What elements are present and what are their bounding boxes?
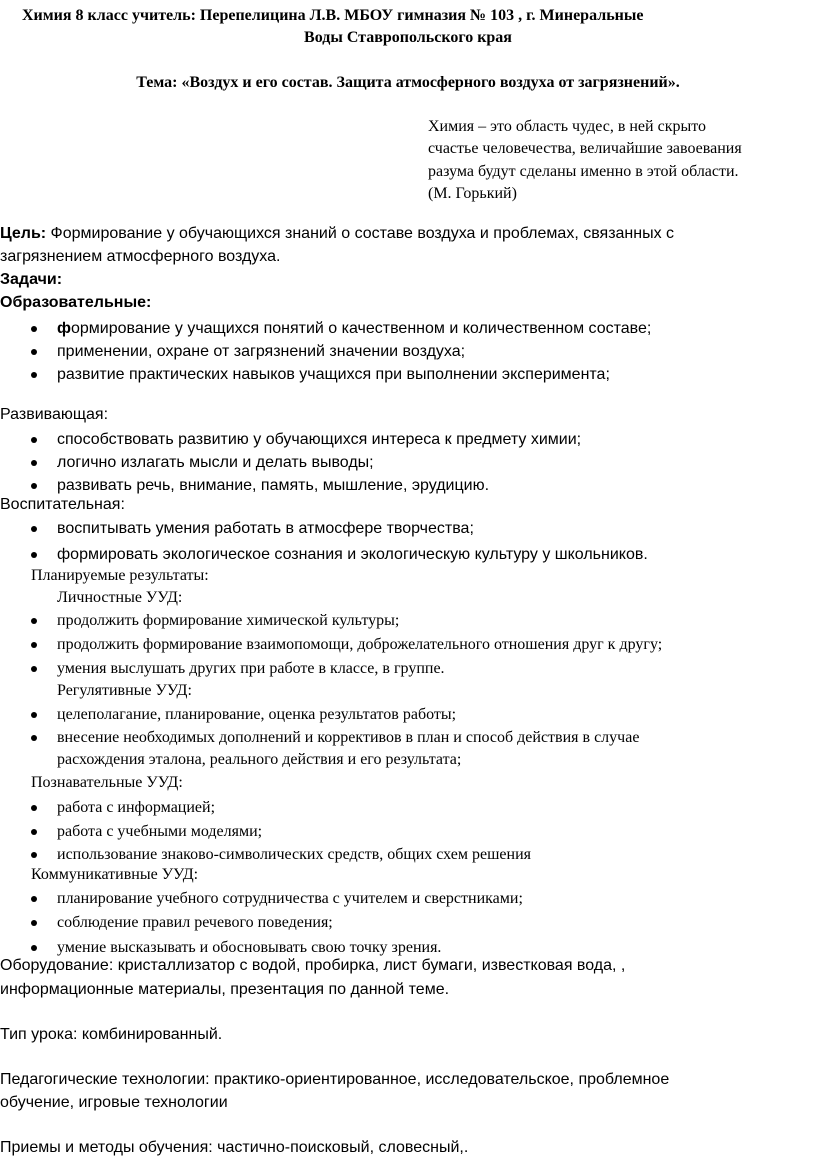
cognitive-item-2: работа с учебными моделями; xyxy=(57,823,263,840)
epigraph-line-2: счастье человечества, величайшие завоевания xyxy=(428,140,742,157)
lesson-type: Тип урока: комбинированный. xyxy=(0,1026,223,1043)
goal-line-2: загрязнением атмосферного воздуха. xyxy=(0,248,281,265)
educational-item-3: развитие практических навыков учащихся при выполнении эксперимента; xyxy=(57,366,610,383)
bullet-icon xyxy=(31,526,37,532)
developing-heading: Развивающая: xyxy=(0,406,109,423)
tasks-heading: Задачи: xyxy=(0,271,63,288)
bullet-icon xyxy=(31,920,37,926)
bullet-icon xyxy=(31,735,37,741)
goal-label: Цель: xyxy=(0,225,47,242)
bullet-icon xyxy=(31,666,37,672)
personal-item-1: продолжить формирование химической культуры; xyxy=(57,612,400,629)
bullet-icon xyxy=(31,326,37,332)
teaching-methods: Приемы и методы обучения: частично-поисковый, словесный,. xyxy=(0,1139,469,1156)
bullet-icon xyxy=(31,896,37,902)
epigraph-line-1: Химия – это область чудес, в ней скрыто xyxy=(428,118,706,135)
cognitive-item-1: работа с информацией; xyxy=(57,799,216,816)
header-line-2: Воды Ставропольского края xyxy=(304,29,512,46)
personal-item-2: продолжить формирование взаимопомощи, доброжелательного отношения друг к другу; xyxy=(57,636,663,653)
bullet-icon xyxy=(31,852,37,858)
communicative-item-2: соблюдение правил речевого поведения; xyxy=(57,914,333,931)
regulative-item-1: целеполагание, планирование, оценка результатов работы; xyxy=(57,706,457,723)
lesson-topic: Тема: «Воздух и его состав. Защита атмосферного воздуха от загрязнений». xyxy=(136,74,680,91)
bullet-icon xyxy=(31,642,37,648)
technologies-line-1: Педагогические технологии: практико-ориентированное, исследовательское, проблемное xyxy=(0,1071,670,1088)
bullet-icon xyxy=(31,712,37,718)
educational-item-1-text: ормирование у учащихся понятий о качественном и количественном составе; xyxy=(71,320,652,337)
epigraph-line-3: разума будут сделаны именно в этой области. xyxy=(428,163,739,180)
goal-line-1 xyxy=(0,223,674,245)
planned-results-heading: Планируемые результаты: xyxy=(31,567,209,584)
bullet-icon xyxy=(31,437,37,443)
communicative-uud-heading: Коммуникативные УУД: xyxy=(31,866,199,883)
educational-heading: Образовательные: xyxy=(0,294,152,311)
bullet-icon xyxy=(31,552,37,558)
regulative-item-2: внесение необходимых дополнений и коррективов в план и способ действия в случае xyxy=(57,729,640,746)
personal-uud-heading: Личностные УУД: xyxy=(57,589,183,606)
equipment-line-1: Оборудование: кристаллизатор с водой, пробирка, лист бумаги, известковая вода, , xyxy=(0,957,626,974)
regulative-uud-heading: Регулятивные УУД: xyxy=(57,682,192,699)
bullet-icon xyxy=(31,945,37,951)
goal-text: Формирование у обучающихся знаний о составе воздуха и проблемах, связанных с xyxy=(46,225,675,242)
educational-item-1-first-letter: ф xyxy=(57,320,71,337)
header-line-1: Химия 8 класс учитель: Перепелицина Л.В. МБОУ гимназия № 103 , г. Минеральные xyxy=(22,7,644,24)
cognitive-uud-heading: Познавательные УУД: xyxy=(31,774,183,791)
bullet-icon xyxy=(31,483,37,489)
epigraph-author: (М. Горький) xyxy=(428,185,517,202)
upbringing-heading: Воспитательная: xyxy=(0,496,125,513)
developing-item-2: логично излагать мысли и делать выводы; xyxy=(57,454,374,471)
equipment-line-2: информационные материалы, презентация по данной теме. xyxy=(0,981,450,998)
upbringing-item-2: формировать экологическое сознания и экологическую культуру у школьников. xyxy=(57,546,648,563)
technologies-line-2: обучение, игровые технологии xyxy=(0,1094,228,1111)
upbringing-item-1: воспитывать умения работать в атмосфере творчества; xyxy=(57,520,474,537)
communicative-item-3: умение высказывать и обосновывать свою точку зрения. xyxy=(57,939,442,956)
developing-item-1: способствовать развитию у обучающихся интереса к предмету химии; xyxy=(57,431,582,448)
educational-item-1 xyxy=(57,318,651,340)
regulative-item-2-continued: расхождения эталона, реального действия и его результата; xyxy=(57,751,462,768)
developing-item-3: развивать речь, внимание, память, мышление, эрудицию. xyxy=(57,477,490,494)
bullet-icon xyxy=(31,618,37,624)
educational-item-2: применении, охране от загрязнений значении воздуха; xyxy=(57,343,466,360)
bullet-icon xyxy=(31,349,37,355)
cognitive-item-3: использование знаково-символических средств, общих схем решения xyxy=(57,846,531,863)
personal-item-3: умения выслушать других при работе в классе, в группе. xyxy=(57,660,445,677)
bullet-icon xyxy=(31,805,37,811)
bullet-icon xyxy=(31,460,37,466)
bullet-icon xyxy=(31,372,37,378)
bullet-icon xyxy=(31,829,37,835)
communicative-item-1: планирование учебного сотрудничества с учителем и сверстниками; xyxy=(57,890,523,907)
